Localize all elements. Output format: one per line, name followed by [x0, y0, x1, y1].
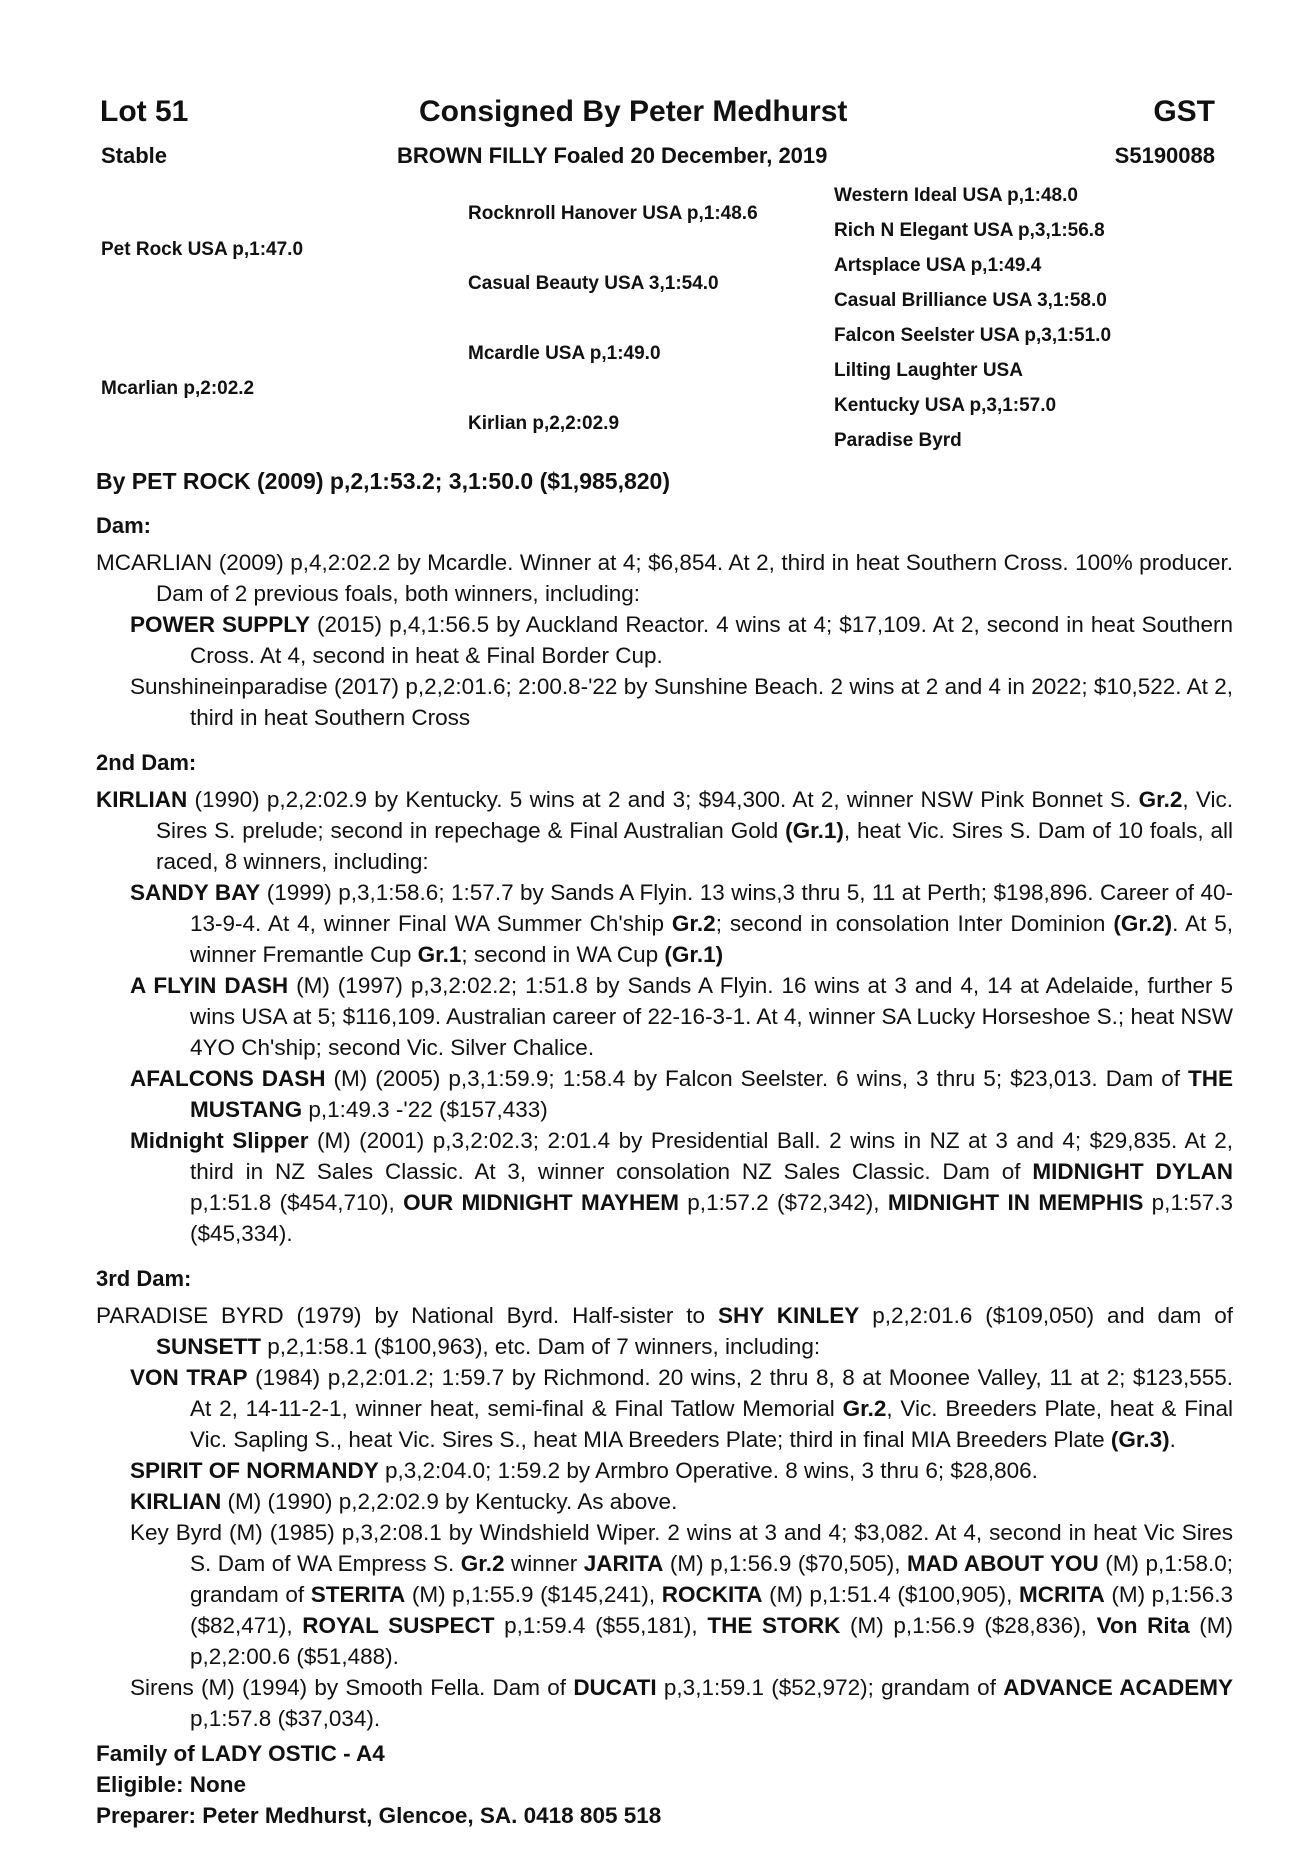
entry-text: MCARLIAN (2009) p,4,2:02.2 by Mcardle. Winner at 4; $6,854. At 2, third in heat Southern Cross. 100% producer. Dam of 2 previous foals, both winners, including: — [96, 550, 1233, 606]
pedigree-sire-dam: Casual Beauty USA 3,1:54.0 — [468, 273, 719, 294]
horse-name: ROYAL SUSPECT — [302, 1613, 495, 1638]
horse-name: SANDY BAY — [130, 880, 261, 905]
pedigree-g3-3: Artsplace USA p,1:49.4 — [834, 255, 1042, 276]
pedigree-dam-dam: Kirlian p,2,2:02.9 — [468, 413, 620, 434]
horse-name: MCRITA — [1018, 1582, 1105, 1607]
progeny-entry — [96, 877, 1233, 970]
entry-text: p,1:49.3 -'22 ($157,433) — [302, 1097, 548, 1122]
horse-name: Gr.2 — [671, 911, 716, 936]
horse-description: BROWN FILLY Foaled 20 December, 2019 — [397, 143, 828, 168]
entry-text: p,3,1:59.1 ($52,972); grandam of — [656, 1675, 1004, 1700]
horse-name: KIRLIAN — [130, 1489, 222, 1514]
pedigree-sire: Pet Rock USA p,1:47.0 — [101, 239, 304, 260]
horse-name: KIRLIAN — [96, 787, 188, 812]
entry-text: (1990) p,2,2:02.9 by Kentucky. 5 wins at 2 and 3; $94,300. At 2, winner NSW Pink Bonnet S. — [187, 787, 1139, 812]
entry-text: (M) p,1:55.9 ($145,241), — [405, 1582, 662, 1607]
horse-name: ADVANCE ACADEMY — [1003, 1675, 1233, 1700]
progeny-entry — [96, 1455, 1233, 1486]
entry-text: . At 5, winner Fremantle Cup — [190, 911, 1233, 967]
horse-name: Gr.2 — [460, 1551, 505, 1576]
entry-text: Sunshineinparadise (2017) p,2,2:01.6; 2:00.8-'22 by Sunshine Beach. 2 wins at 2 and 4 in 2022; $10,522. At 2, third in heat Southern Cross — [130, 674, 1233, 730]
entry-text: (2015) p,4,1:56.5 by Auckland Reactor. 4 wins at 4; $17,109. At 2, second in heat Southern Cross. At 4, second in heat & Final Border Cup. — [190, 612, 1233, 668]
entry-text: p,2,1:58.1 ($100,963), etc. Dam of 7 winners, including: — [261, 1334, 821, 1359]
section-title: 2nd Dam: — [96, 750, 197, 775]
entry-text: . — [1169, 1427, 1176, 1452]
consignor: Consigned By Peter Medhurst — [419, 95, 848, 128]
entry-text: (M) p,1:56.3 ($82,471), — [190, 1582, 1234, 1638]
eligible-line: Eligible: None — [96, 1772, 247, 1797]
horse-name: MIDNIGHT DYLAN — [1032, 1159, 1233, 1184]
entry-text: (1984) p,2,2:01.2; 1:59.7 by Richmond. 20 wins, 2 thru 8, 8 at Moonee Valley, 11 at 2; $123,555. At 2, 14-11-2-1, winner heat, semi-final & Final Tatlow Memorial — [190, 1365, 1233, 1421]
entry-text: (M) p,1:58.0; grandam of — [190, 1551, 1234, 1607]
horse-name: SHY KINLEY — [718, 1303, 860, 1328]
entry-text: p,1:57.3 ($45,334). — [190, 1190, 1233, 1246]
dam-section — [96, 510, 1233, 733]
horse-name: A FLYIN DASH — [130, 973, 289, 998]
horse-id: S5190088 — [1114, 143, 1215, 168]
entry-text: Sirens (M) (1994) by Smooth Fella. Dam of — [130, 1675, 574, 1700]
dam-entry — [96, 547, 1233, 609]
pedigree-dam: Mcarlian p,2:02.2 — [101, 378, 255, 399]
progeny-entry — [96, 1125, 1233, 1249]
entry-text: (1999) p,3,1:58.6; 1:57.7 by Sands A Flyin. 13 wins,3 thru 5, 11 at Perth; $198,896. Career of 40-13-9-4. At 4, winner Final WA Summer Ch'ship — [190, 880, 1233, 936]
pedigree-g3-5: Falcon Seelster USA p,3,1:51.0 — [834, 325, 1112, 346]
horse-name: STERITA — [310, 1582, 406, 1607]
pedigree-dam-sire: Mcardle USA p,1:49.0 — [468, 343, 661, 364]
horse-name: SPIRIT OF NORMANDY — [130, 1458, 379, 1483]
horse-name: (Gr.2) — [1113, 911, 1173, 936]
entry-text: p,3,2:04.0; 1:59.2 by Armbro Operative. 8 wins, 3 thru 6; $28,806. — [378, 1458, 1038, 1483]
entry-text: winner — [504, 1551, 584, 1576]
horse-name: Gr.1 — [417, 942, 462, 967]
horse-name: Gr.2 — [842, 1396, 887, 1421]
entry-text: (M) p,1:56.9 ($70,505), — [663, 1551, 907, 1576]
progeny-entry — [96, 1063, 1233, 1125]
entry-text: (M) (2005) p,3,1:59.9; 1:58.4 by Falcon Seelster. 6 wins, 3 thru 5; $23,013. Dam of — [325, 1066, 1188, 1091]
progeny-entry — [96, 970, 1233, 1063]
horse-name: (Gr.3) — [1110, 1427, 1170, 1452]
entry-text: p,1:59.4 ($55,181), — [494, 1613, 708, 1638]
horse-name: Von Rita — [1096, 1613, 1190, 1638]
entry-text: (M) p,2,2:00.6 ($51,488). — [190, 1613, 1233, 1669]
entry-text: (M) (1997) p,3,2:02.2; 1:51.8 by Sands A Flyin. 16 wins at 3 and 4, 14 at Adelaide, further 5 wins USA at 5; $116,109. Australian career of 22-16-3-1. At 4, winner SA Lucky Horseshoe S.; heat NSW 4YO Ch'ship; second Vic. Silver Chalice. — [190, 973, 1233, 1060]
entry-text: ; second in WA Cup — [461, 942, 665, 967]
horse-name: Gr.2 — [1138, 787, 1183, 812]
entry-text: p,1:57.2 ($72,342), — [678, 1190, 888, 1215]
dam-entry — [96, 1300, 1233, 1362]
horse-name: DUCATI — [573, 1675, 657, 1700]
pedigree-g3-6: Lilting Laughter USA — [834, 360, 1023, 381]
entry-text: , heat Vic. Sires S. Dam of 10 foals, all raced, 8 winners, including: — [156, 818, 1233, 874]
horse-name: (Gr.1) — [785, 818, 844, 843]
gst-code: GST — [1153, 95, 1215, 128]
dam-section — [96, 1263, 1233, 1734]
pedigree-g3-8: Paradise Byrd — [834, 430, 962, 451]
sire-summary: By PET ROCK (2009) p,2,1:53.2; 3,1:50.0 ($1,985,820) — [96, 468, 671, 494]
horse-name: VON TRAP — [130, 1365, 248, 1390]
entry-text: , Vic. Sires S. prelude; second in repechage & Final Australian Gold — [156, 787, 1233, 843]
entry-text: (M) p,1:56.9 ($28,836), — [840, 1613, 1097, 1638]
horse-name: MAD ABOUT YOU — [906, 1551, 1099, 1576]
horse-name: OUR MIDNIGHT MAYHEM — [403, 1190, 679, 1215]
horse-name: THE STORK — [707, 1613, 841, 1638]
pedigree-g3-2: Rich N Elegant USA p,3,1:56.8 — [834, 220, 1105, 241]
entry-text: (M) p,1:51.4 ($100,905), — [762, 1582, 1019, 1607]
horse-name: AFALCONS DASH — [130, 1066, 326, 1091]
horse-name: POWER SUPPLY — [130, 612, 310, 637]
entry-text: PARADISE BYRD (1979) by National Byrd. Half-sister to — [96, 1303, 719, 1328]
lot-number: Lot 51 — [100, 95, 189, 128]
entry-text: p,1:57.8 ($37,034). — [190, 1706, 381, 1731]
progeny-entry — [96, 609, 1233, 671]
pedigree-g3-1: Western Ideal USA p,1:48.0 — [834, 185, 1078, 206]
horse-name: MIDNIGHT IN MEMPHIS — [887, 1190, 1144, 1215]
footer — [96, 1738, 1233, 1831]
horse-name: (Gr.1) — [664, 942, 724, 967]
horse-name: JARITA — [583, 1551, 664, 1576]
catalogue-body — [96, 510, 1233, 1831]
progeny-entry — [96, 1672, 1233, 1734]
entry-text: ; second in consolation Inter Dominion — [715, 911, 1114, 936]
entry-text: p,2,2:01.6 ($109,050) and dam of — [859, 1303, 1233, 1328]
pedigree-g3-4: Casual Brilliance USA 3,1:58.0 — [834, 290, 1107, 311]
entry-text: p,1:51.8 ($454,710), — [190, 1190, 404, 1215]
family-line: Family of LADY OSTIC - A4 — [96, 1741, 385, 1766]
dam-section — [96, 747, 1233, 1249]
pedigree-sire-sire: Rocknroll Hanover USA p,1:48.6 — [468, 203, 758, 224]
entry-text: Key Byrd (M) (1985) p,3,2:08.1 by Windshield Wiper. 2 wins at 3 and 4; $3,082. At 4, second in heat Vic Sires S. Dam of WA Empress S. — [130, 1520, 1233, 1576]
section-title: 3rd Dam: — [96, 1266, 192, 1291]
entry-text: (M) (1990) p,2,2:02.9 by Kentucky. As above. — [221, 1489, 678, 1514]
stable-label: Stable — [101, 143, 168, 168]
progeny-entry — [96, 1486, 1233, 1517]
dam-entry — [96, 784, 1233, 877]
section-title: Dam: — [96, 513, 152, 538]
progeny-entry — [96, 1517, 1233, 1672]
progeny-entry — [96, 671, 1233, 733]
entry-text: , Vic. Breeders Plate, heat & Final Vic. Sapling S., heat Vic. Sires S., heat MIA Breeders Plate; third in final MIA Breeders Plate — [190, 1396, 1233, 1452]
pedigree-g3-7: Kentucky USA p,3,1:57.0 — [834, 395, 1057, 416]
progeny-entry — [96, 1362, 1233, 1455]
horse-name: THE MUSTANG — [190, 1066, 1233, 1122]
horse-name: SUNSETT — [156, 1334, 262, 1359]
preparer-line: Preparer: Peter Medhurst, Glencoe, SA. 0418 805 518 — [96, 1803, 662, 1828]
entry-text: (M) (2001) p,3,2:02.3; 2:01.4 by Presidential Ball. 2 wins in NZ at 3 and 4; $29,835. At 2, third in NZ Sales Classic. At 3, winner consolation NZ Sales Classic. Dam of — [190, 1128, 1233, 1184]
horse-name: ROCKITA — [661, 1582, 763, 1607]
horse-name: Midnight Slipper — [130, 1128, 309, 1153]
